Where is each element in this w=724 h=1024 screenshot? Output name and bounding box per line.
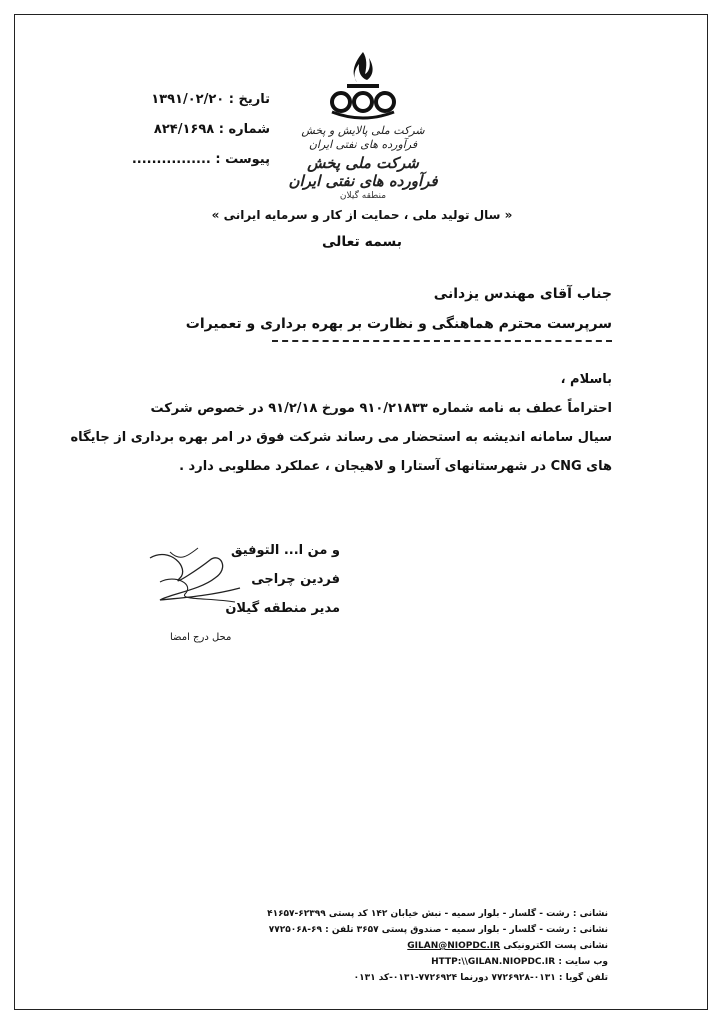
footer-address-2: نشانی : رشت - گلسار - بلوار سمیه - صندوق پستی ۳۶۵۷ تلفن : ۶۹-۷۷۲۵۰۶۸ bbox=[268, 925, 608, 935]
signer-position: مدیر منطقه گیلان bbox=[225, 601, 340, 616]
body-line: سیال سامانه اندیشه به استحضار می رساند شرکت فوق در امر بهره برداری از جایگاه bbox=[70, 430, 612, 445]
date-value: ۱۳۹۱/۰۲/۲۰ bbox=[151, 92, 225, 107]
letter-footer bbox=[178, 906, 608, 986]
website-label: وب سایت : bbox=[558, 957, 608, 967]
signature-place-note: محل درج امضا bbox=[170, 632, 232, 643]
company-letterhead bbox=[288, 50, 438, 201]
body-line: احتراماً عطف به نامه شماره ۹۱۰/۲۱۸۳۳ مورخ ۹۱/۲/۱۸ در خصوص شرکت bbox=[150, 401, 612, 416]
year-slogan: « سال تولید ملی ، حمایت از کار و سرمایه ایرانی » bbox=[211, 208, 513, 222]
signer-name: فردین چراجی bbox=[251, 572, 340, 587]
footer-website-row bbox=[178, 954, 608, 970]
closing-phrase: و من ا... التوفیق bbox=[230, 543, 340, 558]
greeting: باسلام ، bbox=[560, 372, 612, 387]
footer-phone: تلفن گویا : ۰۱۳۱-۷۷۲۶۹۲۸ دورنما ۷۷۲۶۹۲۴-۰۱۳۱-کد ۰۱۳۱ bbox=[353, 973, 608, 983]
number-field bbox=[120, 122, 270, 137]
attachment-field bbox=[120, 152, 270, 167]
company-name-line1: شرکت ملی پالایش و پخش فرآورده های نفتی ایران bbox=[301, 124, 425, 151]
footer-email-row bbox=[178, 938, 608, 954]
number-label: شماره : bbox=[218, 122, 270, 137]
basmala-heading: بسمه تعالی bbox=[321, 234, 403, 250]
date-label: تاریخ : bbox=[228, 92, 270, 107]
date-field bbox=[120, 92, 270, 107]
letter-body bbox=[70, 394, 612, 481]
footer-address-1: نشانی : رشت - گلسار - بلوار سمیه - نبش خیابان ۱۴۲ کد پستی ۶۲۳۹۹-۴۱۶۵۷ bbox=[267, 909, 608, 919]
attachment-label: پیوست : bbox=[215, 152, 270, 167]
recipient-title: سرپرست محترم هماهنگی و نظارت بر بهره برداری و تعمیرات bbox=[185, 316, 612, 332]
website-link[interactable]: HTTP:\\GILAN.NIOPDC.IR bbox=[431, 957, 556, 967]
recipient-name: جناب آقای مهندس یزدانی bbox=[433, 286, 612, 302]
email-link[interactable]: GILAN@NIOPDC.IR bbox=[407, 941, 501, 951]
attachment-value: ................ bbox=[131, 152, 211, 167]
body-line: های CNG در شهرستانهای آستارا و لاهیجان ، عملکرد مطلوبی دارد . bbox=[179, 459, 612, 474]
email-label: نشانی پست الکترونیکی bbox=[503, 941, 608, 951]
signature-block bbox=[140, 536, 340, 623]
niopdc-flame-logo-icon bbox=[323, 50, 403, 122]
number-value: ۸۲۴/۱۶۹۸ bbox=[153, 122, 215, 137]
dashed-divider bbox=[272, 340, 612, 342]
region-name: منطقه گیلان bbox=[339, 191, 387, 201]
company-name-line2: شرکت ملی پخش فرآورده های نفتی ایران bbox=[288, 154, 438, 190]
